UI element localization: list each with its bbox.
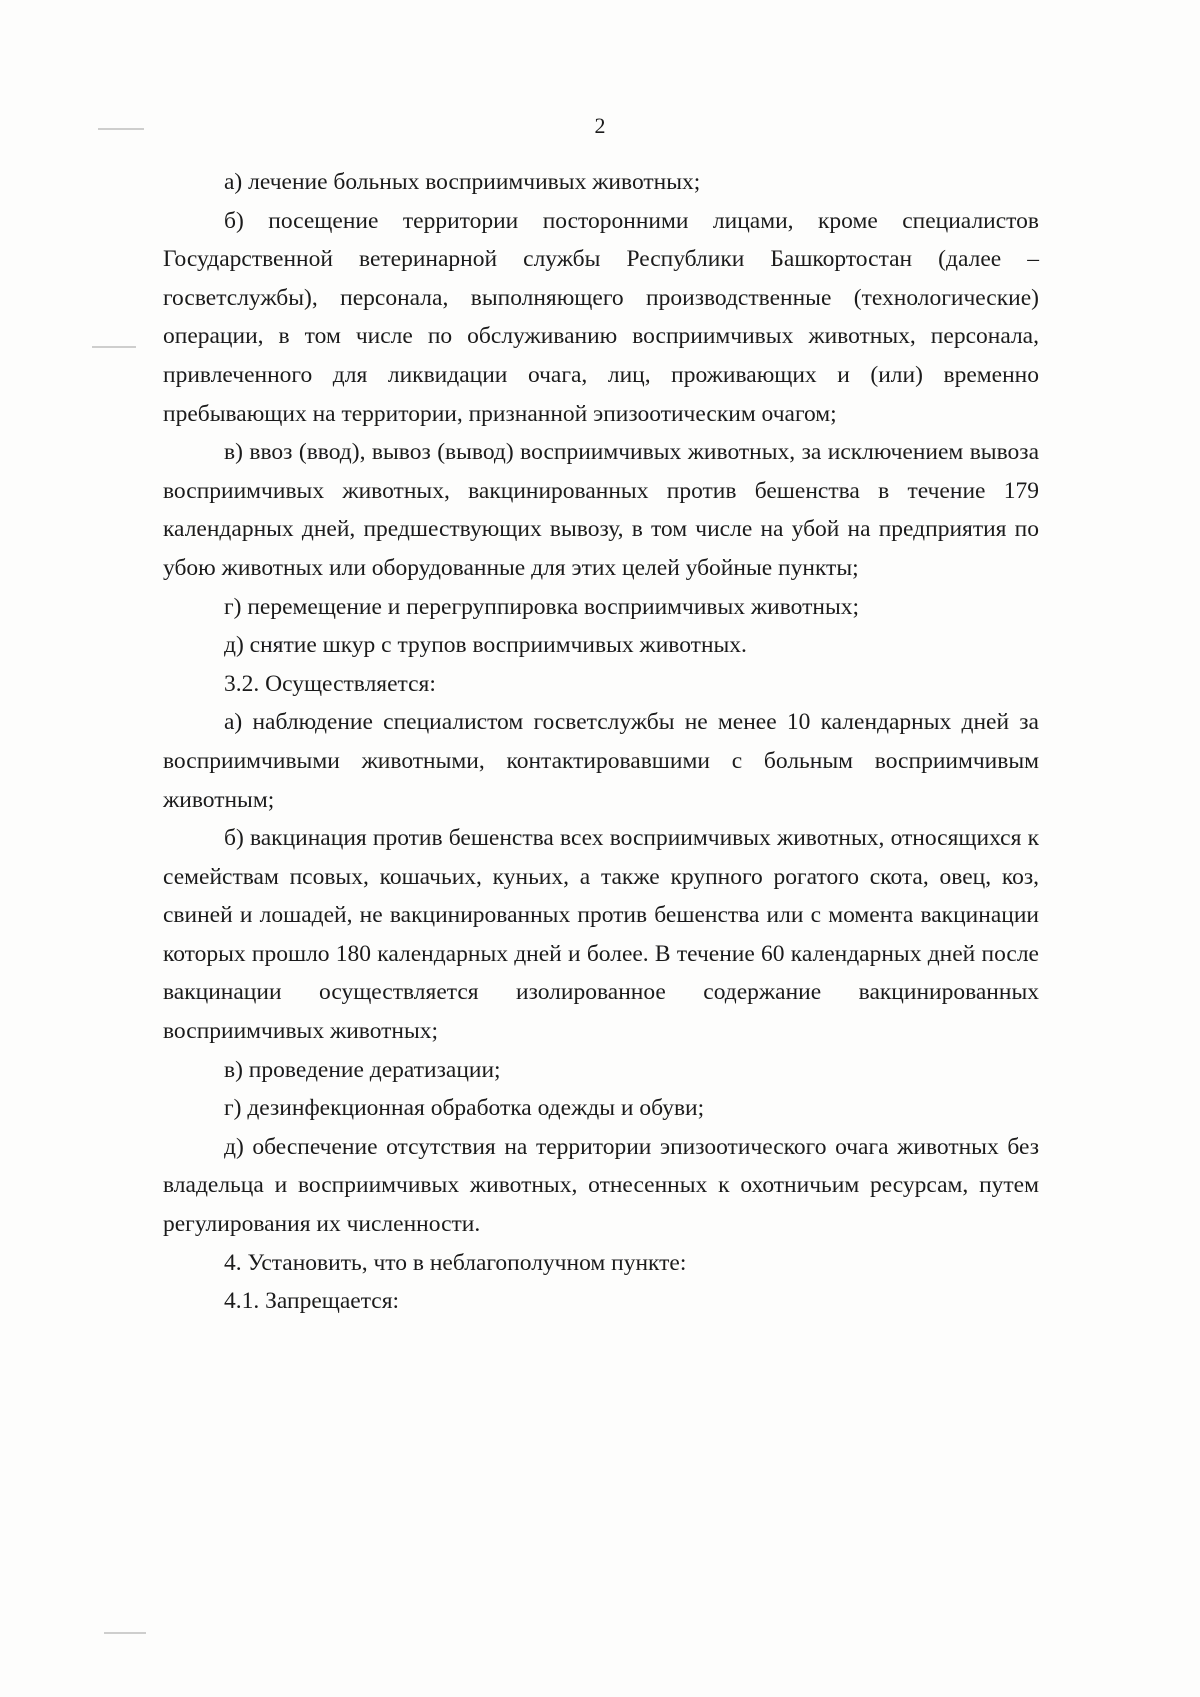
paragraph-vaccination: б) вакцинация против бешенства всех восприимчивых животных, относящихся к семействам псовых, кошачьих, куньих, а также крупного рогатого скота, овец, коз, свиней и лошадей, не вакцинированных против бешенства или с момента вакцинации которых прошло 180 календарных дней и более. В течение 60 календарных дней после вакцинации осуществляется изолированное содержание вакцинированных восприимчивых животных; xyxy=(163,825,1039,1045)
paragraph-disinfection: г) дезинфекционная обработка одежды и обуви; xyxy=(224,1095,705,1122)
paragraph-visit-ban: б) посещение территории посторонними лицами, кроме специалистов Государственной ветеринарной службы Республики Башкортостан (далее – госветслужбы), персонала, выполняющего производственные (технологические) операции, в том числе по обслуживанию восприимчивых животных, персонала, привлеченного для ликвидации очага, лиц, проживающих и (или) временно пребывающих на территории, признанной эпизоотическим очагом; xyxy=(163,207,1039,427)
document-body xyxy=(163,163,1039,1321)
scan-artifact xyxy=(104,1632,146,1634)
page-number: 2 xyxy=(594,113,606,138)
section-heading-4: 4. Установить, что в неблагополучном пункте: xyxy=(224,1249,687,1276)
scan-artifact xyxy=(92,346,136,348)
paragraph-import-export-ban: в) ввоз (ввод), вывоз (вывод) восприимчивых животных, за исключением вывоза восприимчивых животных, вакцинированных против бешенства в течение 179 календарных дней, предшествующих вывозу, в том числе на убой на предприятия по убою животных или оборудованные для этих целей убойные пункты; xyxy=(163,439,1039,581)
paragraph-observation: а) наблюдение специалистом госветслужбы не менее 10 календарных дней за восприимчивыми животными, контактировавшими с больным восприимчивым животным; xyxy=(163,709,1039,813)
paragraph-treatment-ban: а) лечение больных восприимчивых животных; xyxy=(224,169,701,195)
paragraph-stray-animals: д) обеспечение отсутствия на территории эпизоотического очага животных без владельца и восприимчивых животных, отнесенных к охотничьим ресурсам, путем регулирования их численности. xyxy=(163,1133,1039,1238)
section-heading-4-1: 4.1. Запрещается: xyxy=(224,1288,400,1315)
paragraph-deratization: в) проведение дератизации; xyxy=(224,1056,501,1083)
paragraph-skinning-ban: д) снятие шкур с трупов восприимчивых животных. xyxy=(224,632,747,659)
paragraph-movement-ban: г) перемещение и перегруппировка восприимчивых животных; xyxy=(224,593,860,620)
section-heading-3-2: 3.2. Осуществляется: xyxy=(224,670,436,697)
